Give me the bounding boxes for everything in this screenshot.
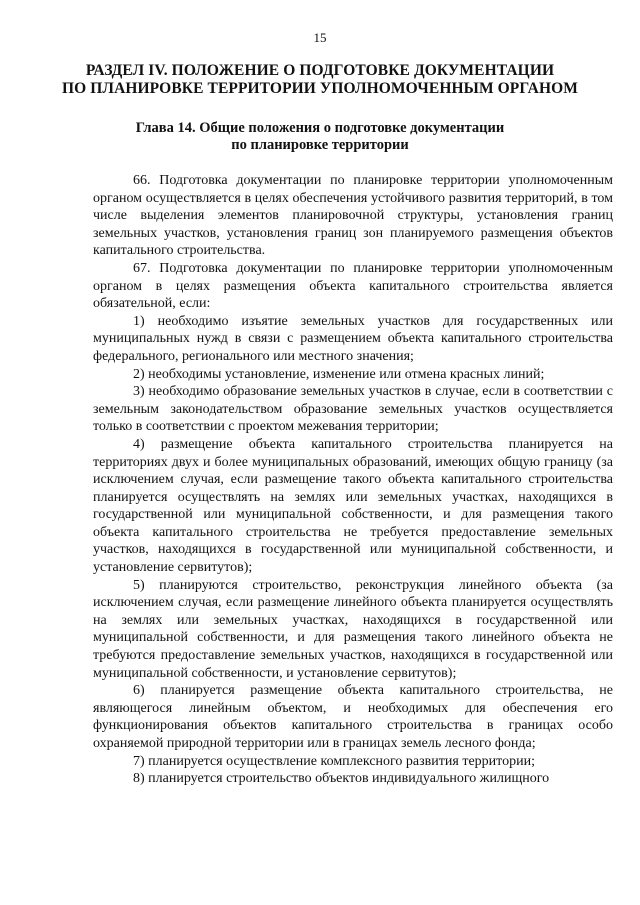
chapter-title xyxy=(80,120,560,154)
chapter-title-line: Глава 14. Общие положения о подготовке документации xyxy=(135,120,505,136)
page-number: 15 xyxy=(313,30,327,45)
body-text xyxy=(93,172,613,788)
list-item-3: 3) необходимо образование земельных участков в случае, если в соответствии с земельным законодательством образование земельных участков осуществляется только в соответствии с проектом межевания территории; xyxy=(93,384,613,435)
list-item-4: 4) размещение объекта капитального строительства планируется на территориях двух и более муниципальных образований, имеющих общую границу (за исключением случая, если размещение такого объекта капитального строительства планируется осуществлять на землях или земельных участках, находящихся в государственной или муниципальной собственности, и для размещения такого объекта капитального строительства не требуется предоставление земельных участков, находящихся в государственной или муниципальной собственности, и установление сервитутов); xyxy=(93,436,613,576)
paragraph-66: 66. Подготовка документации по планировке территории уполномоченным органом осуществляется в целях обеспечения устойчивого развития территорий, в том числе выделения элементов планировочной структуры, установления границ земельных участков, установления границ зон планируемого размещения объектов капитального строительства. xyxy=(93,173,613,259)
list-item-7: 7) планируется осуществление комплексного развития территории; xyxy=(133,753,535,769)
paragraph-67: 67. Подготовка документации по планировке территории уполномоченным органом в целях размещения объекта капитального строительства является обязательной, если: xyxy=(93,260,613,312)
section-title-line: РАЗДЕЛ IV. ПОЛОЖЕНИЕ О ПОДГОТОВКЕ ДОКУМЕНТАЦИИ xyxy=(85,62,555,79)
section-title-line: ПО ПЛАНИРОВКЕ ТЕРРИТОРИИ УПОЛНОМОЧЕННЫМ ОРГАНОМ xyxy=(61,80,578,97)
chapter-title-line: по планировке территории xyxy=(231,137,409,153)
section-title xyxy=(60,62,580,98)
list-item-5: 5) планируются строительство, реконструкция линейного объекта (за исключением случая, если размещение линейного объекта планируется осуществлять на землях или земельных участках, находящихся в государственной или муниципальной собственности, и для размещения такого линейного объекта не требуются предоставление земельных участков, находящихся в государственной или муниципальной собственности, и установление сервитутов); xyxy=(93,577,613,681)
list-item-2: 2) необходимы установление, изменение или отмена красных линий; xyxy=(133,366,545,382)
list-item-1: 1) необходимо изъятие земельных участков для государственных или муниципальных нужд в связи с размещением объекта капитального строительства федерального, регионального или местного значения; xyxy=(93,313,613,364)
list-item-6: 6) планируется размещение объекта капитального строительства, не являющегося линейным объектом, и необходимых для обеспечения его функционирования объектов капитального строительства в границах особо охраняемой природной территории или в границах земель лесного фонда; xyxy=(93,683,613,751)
list-item-8: 8) планируется строительство объектов индивидуального жилищного xyxy=(133,771,550,787)
